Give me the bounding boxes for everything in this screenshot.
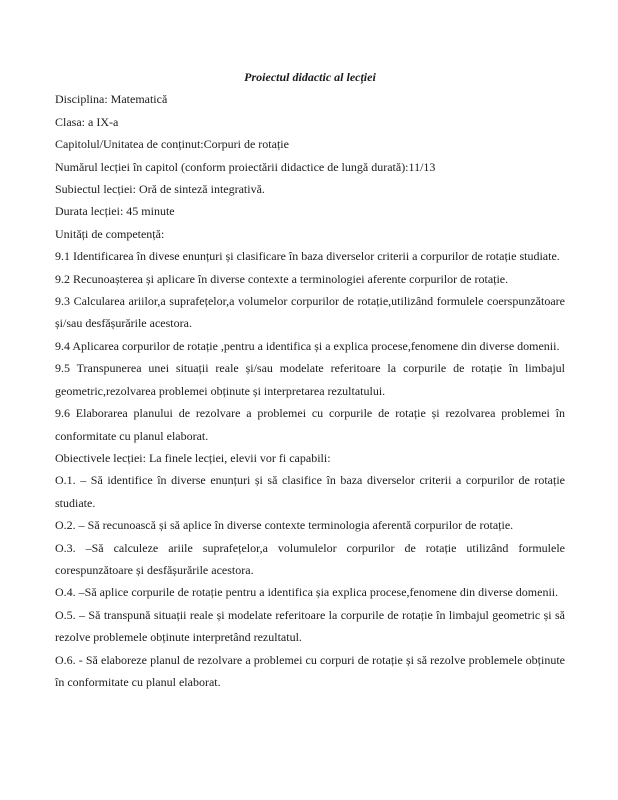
- lesson-plan-title: Proiectul didactic al lecției: [244, 70, 376, 84]
- competence-item-9-4: 9.4 Aplicarea corpurilor de rotație ,pentru a identifica și a explica procese,fenomene din diverse domenii.: [55, 338, 560, 353]
- objective-item-o-6: O.6. - Să elaboreze planul de rezolvare a problemei cu corpuri de rotație și să rezolve problemele obținute în conformitate cu planul elaborat.: [55, 652, 565, 689]
- objective-item-o-1: O.1. – Să identifice în diverse enunțuri și să clasifice în baza diverselor criterii a corpurilor de rotație studiate.: [55, 473, 565, 510]
- objective-item-o-2: O.2. – Să recunoască și să aplice în diverse contexte terminologia aferentă corpurilor de rotație.: [55, 518, 514, 533]
- competence-item-9-1: 9.1 Identificarea în divese enunțuri și clasificare în baza diverselor criterii a corpurilor de rotație studiate.: [55, 249, 560, 264]
- competence-item-9-5: 9.5 Transpunerea unei situații reale și/sau modelate referitoare la corpurile de rotație în limbajul geometric,rezolvarea problemei obținute și interpretarea rezultatului.: [55, 361, 565, 398]
- competence-item-9-3: 9.3 Calcularea ariilor,a suprafețelor,a volumelor corpurilor de rotație,utilizând formulele coerspunzătoare și/sau desfășurările acestora.: [55, 294, 565, 331]
- field-disciplina: Disciplina: Matematică: [55, 92, 168, 107]
- field-numar-lectie: Numărul lecției în capitol (conform proiectării didactice de lungă durată):11/13: [55, 159, 436, 174]
- competence-item-9-2: 9.2 Recunoașterea și aplicare în diverse contexte a terminologiei aferente corpurilor de rotație.: [55, 271, 509, 286]
- objective-item-o-4: O.4. –Să aplice corpurile de rotație pentru a identifica șia explica procese,fenomene din diverse domenii.: [55, 585, 559, 600]
- competence-item-9-6: 9.6 Elaborarea planului de rezolvare a problemei cu corpurile de rotație și rezolvarea problemei în conformitate cu planul elaborat.: [55, 406, 565, 443]
- field-durata-lectie: Durata lecției: 45 minute: [55, 204, 175, 219]
- objective-item-o-3: O.3. –Să calculeze ariile suprafețelor,a volumulelor corpurilor de rotație utilizând formulele corespunzătoare și desfășurările acestora.: [55, 540, 565, 577]
- field-capitol-unitate: Capitolul/Unitatea de conținut:Corpuri de rotație: [55, 137, 289, 152]
- objective-item-o-5: O.5. – Să transpună situații reale și modelate referitoare la corpurile de rotație în limbajul geometric și să rezolve problemele obținute interpretând rezultatul.: [55, 607, 565, 645]
- field-subiect-lectie: Subiectul lecției: Oră de sinteză integrativă.: [55, 182, 265, 197]
- heading-unitati-competenta: Unități de competență:: [55, 226, 165, 241]
- heading-obiectivele-lectiei: Obiectivele lecției: La finele lecției, elevii vor fi capabili:: [55, 450, 331, 465]
- field-clasa: Clasa: a IX-a: [55, 114, 119, 129]
